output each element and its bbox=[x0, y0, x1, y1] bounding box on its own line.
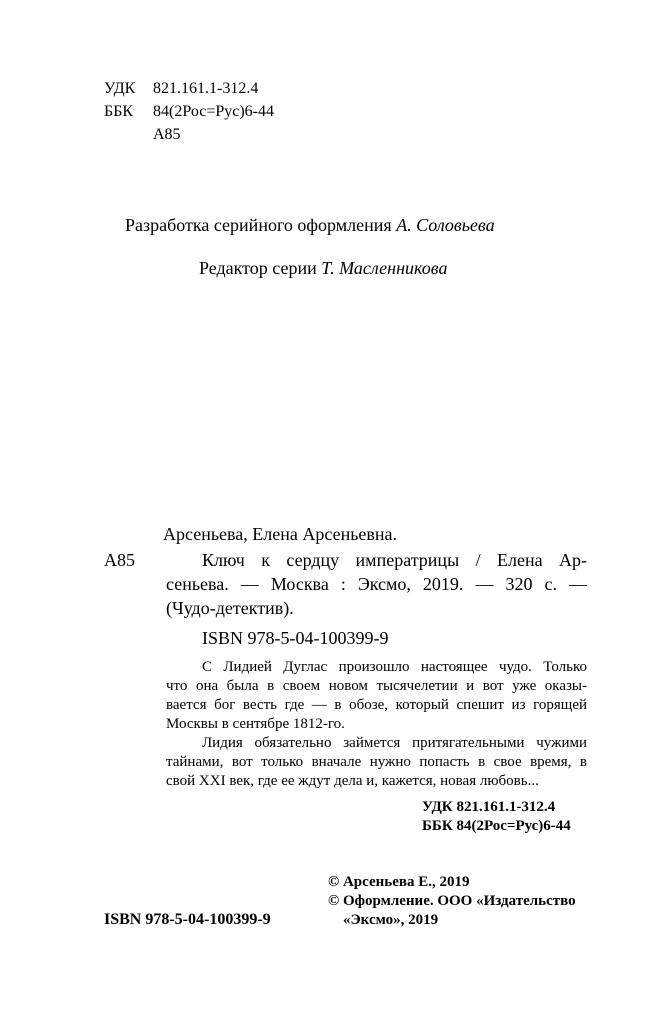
annotation-line-7: свой XXI век, где ее ждут дела и, кажется, новая любовь... bbox=[166, 773, 539, 789]
udk-code: УДК 821.161.1-312.4 bbox=[422, 799, 556, 815]
author-heading: Арсеньева, Елена Арсеньевна. bbox=[163, 524, 398, 544]
bib-description-line-2: сеньева. — Москва : Эксмо, 2019. — 320 с. — bbox=[166, 574, 587, 594]
editor-name: Т. Масленникова bbox=[321, 258, 448, 278]
udk-value: 821.161.1-312.4 bbox=[153, 80, 259, 97]
series-design-credit bbox=[125, 214, 495, 236]
series-editor-credit bbox=[199, 257, 447, 279]
design-label: Разработка серийного оформления bbox=[125, 215, 392, 235]
udk-label: УДК bbox=[104, 80, 136, 97]
annotation-line-5: Лидия обязательно займется притягательными чужими bbox=[202, 735, 587, 751]
footer-isbn: ISBN 978-5-04-100399-9 bbox=[104, 911, 271, 928]
bbk-value: 84(2Рос=Рус)6-44 bbox=[153, 103, 275, 120]
bbk-label: ББК bbox=[104, 103, 134, 120]
design-name: А. Соловьева bbox=[396, 215, 495, 235]
annotation-line-1: С Лидией Дуглас произошло настоящее чудо. Только bbox=[202, 659, 587, 675]
copyright-author: © Арсеньева Е., 2019 bbox=[328, 874, 470, 890]
bib-description-line-1: Ключ к сердцу императрицы / Елена Ар- bbox=[202, 550, 587, 570]
annotation-line-3: вается бог весть где — в обозе, который спешит из горящей bbox=[166, 697, 587, 713]
bib-description-line-3: (Чудо-детектив). bbox=[166, 598, 294, 618]
editor-label: Редактор серии bbox=[199, 258, 317, 278]
annotation-line-4: Москвы в сентябре 1812-го. bbox=[166, 716, 345, 732]
bib-author-mark: А85 bbox=[104, 550, 135, 570]
annotation-line-6: тайнами, вот только вначале нужно попасть в свое время, в bbox=[166, 754, 587, 770]
bib-isbn: ISBN 978-5-04-100399-9 bbox=[202, 628, 389, 648]
annotation-line-2: что она была в своем новом тысячелетии и вот уже оказы- bbox=[166, 678, 587, 694]
copyright-design: © Оформление. ООО «Издательство bbox=[328, 893, 576, 909]
bbk-code: ББК 84(2Рос=Рус)6-44 bbox=[422, 818, 571, 834]
copyright-publisher: «Эксмо», 2019 bbox=[343, 912, 439, 928]
author-mark: А85 bbox=[153, 126, 181, 143]
